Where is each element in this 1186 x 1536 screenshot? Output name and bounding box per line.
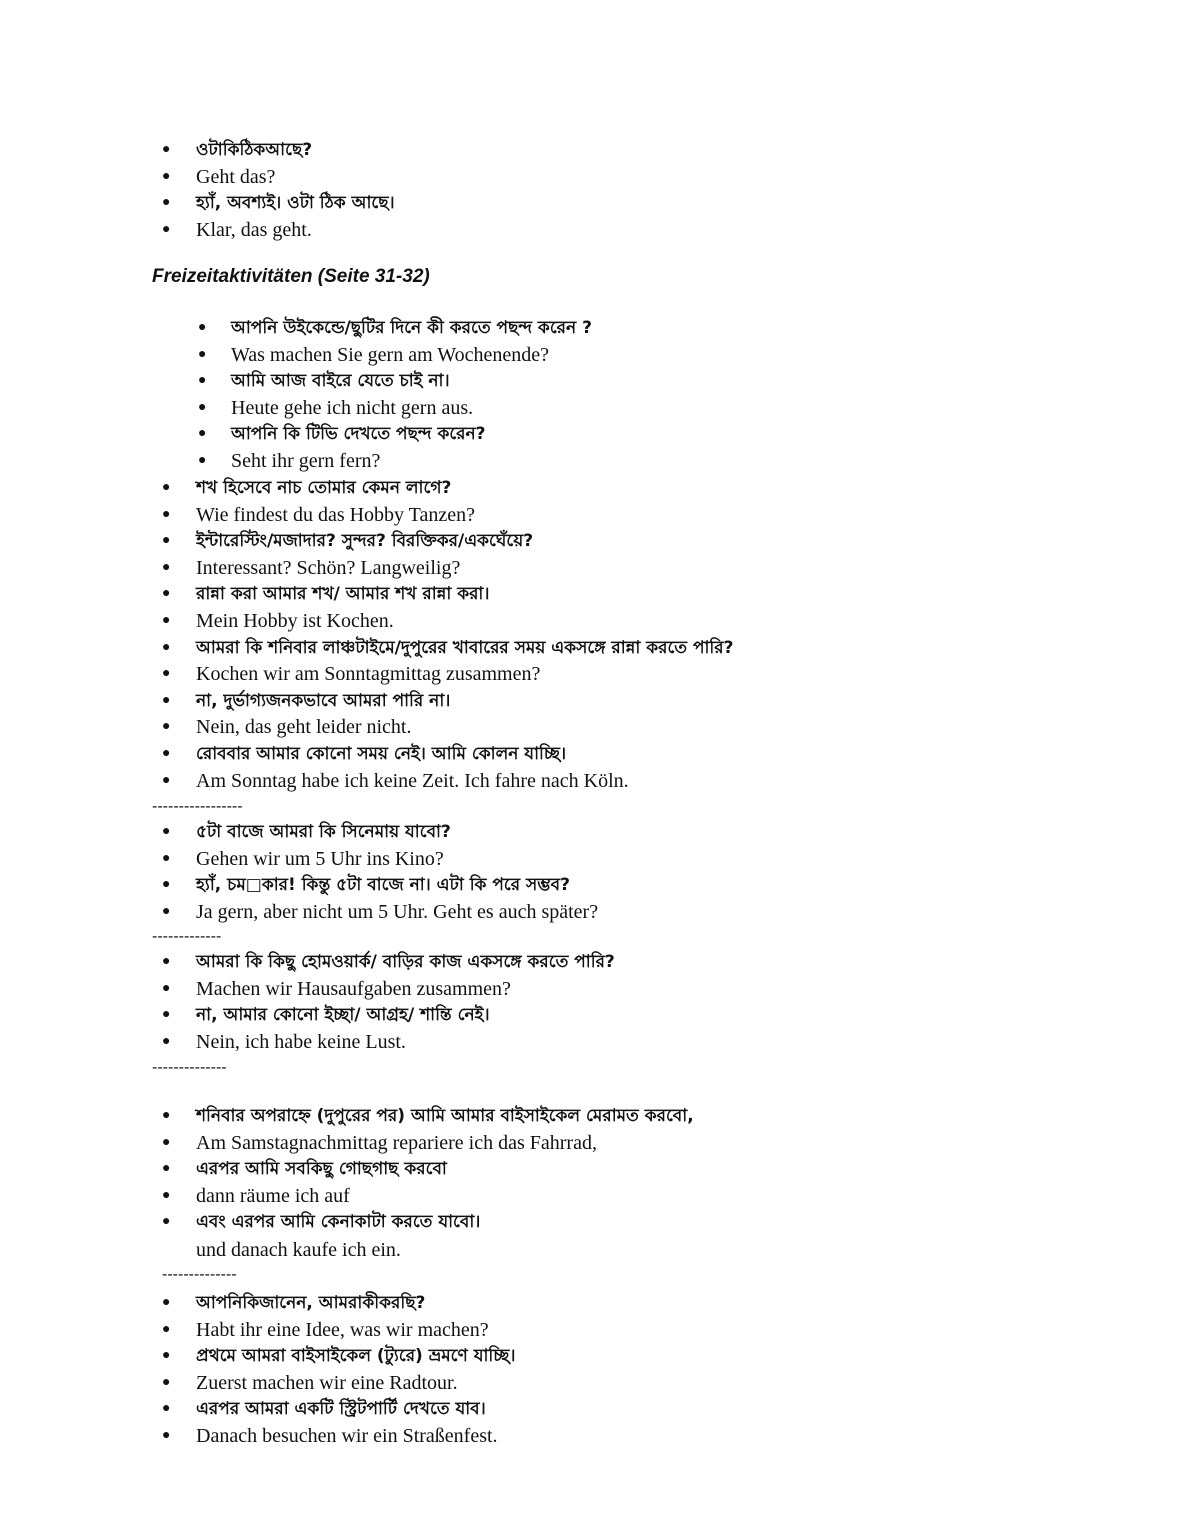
list-item-german: Nein, ich habe keine Lust. [196, 1031, 406, 1053]
list-item-bengali: না, দুর্ভাগ্যজনকভাবে আমরা পারি না। [196, 691, 451, 711]
bullet-icon: ● [162, 222, 171, 237]
list-item-bengali: এরপর আমরা একটি স্ট্রিটপার্টি দেখতে যাব। [196, 1399, 486, 1419]
list-item-bengali: আমি আজ বাইরে যেতে চাই না। [231, 371, 450, 391]
bullet-icon: ● [162, 1214, 171, 1229]
list-item-bengali: হ্যাঁ, চম□কার! কিন্তু ৫টা বাজে না। এটা কি পরে সম্ভব? [196, 875, 571, 895]
list-item-german: Interessant? Schön? Langweilig? [196, 557, 461, 579]
list-item-bengali: শখ হিসেবে নাচ তোমার কেমন লাগে? [196, 478, 452, 498]
list-item-bengali: শনিবার অপরাহ্নে (দুপুরের পর) আমি আমার বাইসাইকেল মেরামত করবো, [196, 1106, 694, 1126]
list-item-bengali: আপনি উইকেন্ডে/ছুটির দিনে কী করতে পছন্দ করেন ? [231, 318, 592, 338]
list-item-text: und danach kaufe ich ein. [196, 1239, 401, 1261]
bullet-icon: ● [162, 824, 171, 839]
list-item-bengali: রোববার আমার কোনো সময় নেই। আমি কোলন যাচ্ছি। [196, 744, 567, 764]
bullet-icon: ● [162, 1401, 171, 1416]
bullet-icon: ● [198, 426, 207, 441]
list-item-bengali: আমরা কি কিছু হোমওয়ার্ক/ বাড়ির কাজ একসঙ্গে করতে পারি? [196, 952, 615, 972]
bullet-icon: ● [162, 640, 171, 655]
bullet-icon: ● [162, 773, 171, 788]
bullet-icon: ● [162, 560, 171, 575]
bullet-icon: ● [162, 1322, 171, 1337]
list-item-bengali: এবং এরপর আমি কেনাকাটা করতে যাবো। [196, 1212, 481, 1232]
bullet-icon: ● [162, 533, 171, 548]
bullet-icon: ● [162, 954, 171, 969]
list-item-bengali: আমরা কি শনিবার লাঞ্চটাইমে/দুপুরের খাবারের সময় একসঙ্গে রান্না করতে পারি? [196, 638, 734, 658]
bullet-icon: ● [162, 1348, 171, 1363]
list-item-german: Geht das? [196, 166, 276, 188]
bullet-icon: ● [162, 746, 171, 761]
list-item-german: Ja gern, aber nicht um 5 Uhr. Geht es auch später? [196, 901, 599, 923]
list-item-german: Machen wir Hausaufgaben zusammen? [196, 978, 511, 1000]
list-item-bengali: ওটাকিঠিকআছে? [196, 140, 313, 160]
bullet-icon: ● [162, 693, 171, 708]
list-item-bengali: ইন্টারেস্টিং/মজাদার? সুন্দর? বিরক্তিকর/একঘেঁয়ে? [196, 531, 534, 551]
bullet-icon: ● [162, 877, 171, 892]
bullet-icon: ● [162, 719, 171, 734]
list-item-bengali: আপনি কি টিভি দেখতে পছন্দ করেন? [231, 424, 486, 444]
separator-3: -------------- [152, 1059, 227, 1076]
bullet-icon: ● [162, 1108, 171, 1123]
bullet-icon: ● [198, 320, 207, 335]
bullet-icon: ● [162, 904, 171, 919]
list-item-german: Was machen Sie gern am Wochenende? [231, 344, 549, 366]
bullet-icon: ● [162, 586, 171, 601]
separator-4: -------------- [162, 1266, 237, 1283]
bullet-icon: ● [162, 851, 171, 866]
bullet-icon: ● [162, 1007, 171, 1022]
bullet-icon: ● [162, 1375, 171, 1390]
list-item-bengali: ৫টা বাজে আমরা কি সিনেমায় যাবো? [196, 822, 451, 842]
list-item-bengali: হ্যাঁ, অবশ্যই। ওটা ঠিক আছে। [196, 193, 395, 213]
bullet-icon: ● [198, 453, 207, 468]
bullet-icon: ● [162, 142, 171, 157]
bullet-icon: ● [162, 195, 171, 210]
list-item-german: Kochen wir am Sonntagmittag zusammen? [196, 663, 541, 685]
bullet-icon: ● [198, 373, 207, 388]
bullet-icon: ● [162, 613, 171, 628]
bullet-icon: ● [162, 480, 171, 495]
list-item-german: Am Samstagnachmittag repariere ich das Fahrrad, [196, 1132, 597, 1154]
bullet-icon: ● [162, 1428, 171, 1443]
list-item-german: Mein Hobby ist Kochen. [196, 610, 394, 632]
list-item-german: Heute gehe ich nicht gern aus. [231, 397, 474, 419]
bullet-icon: ● [198, 400, 207, 415]
bullet-icon: ● [162, 1161, 171, 1176]
list-item-german: dann räume ich auf [196, 1185, 350, 1207]
list-item-german: Wie findest du das Hobby Tanzen? [196, 504, 476, 526]
bullet-icon: ● [162, 666, 171, 681]
list-item-german: Klar, das geht. [196, 219, 312, 241]
bullet-icon: ● [162, 169, 171, 184]
bullet-icon: ● [162, 1295, 171, 1310]
list-item-bengali: রান্না করা আমার শখ/ আমার শখ রান্না করা। [196, 584, 490, 604]
list-item-german: Gehen wir um 5 Uhr ins Kino? [196, 848, 444, 870]
bullet-icon: ● [198, 347, 207, 362]
bullet-icon: ● [162, 1188, 171, 1203]
list-item-german: Nein, das geht leider nicht. [196, 716, 412, 738]
separator-1: ----------------- [152, 798, 243, 815]
bullet-icon: ● [162, 981, 171, 996]
separator-2: ------------- [152, 928, 222, 945]
bullet-icon: ● [162, 507, 171, 522]
bullet-icon: ● [162, 1135, 171, 1150]
list-item-bengali: প্রথমে আমরা বাইসাইকেল (ট্যুরে) ভ্রমণে যাচ্ছি। [196, 1346, 516, 1366]
list-item-german: Habt ihr eine Idee, was wir machen? [196, 1319, 489, 1341]
list-item-german: Zuerst machen wir eine Radtour. [196, 1372, 458, 1394]
list-item-german: Seht ihr gern fern? [231, 450, 381, 472]
list-item-german: Danach besuchen wir ein Straßenfest. [196, 1425, 498, 1447]
section-heading: Freizeitaktivitäten (Seite 31-32) [152, 266, 430, 287]
list-item-bengali: আপনিকিজানেন, আমরাকীকরছি? [196, 1293, 426, 1313]
list-item-bengali: এরপর আমি সবকিছু গোছগাছ করবো [196, 1159, 447, 1179]
list-item-bengali: না, আমার কোনো ইচ্ছা/ আগ্রহ/ শান্তি নেই। [196, 1005, 490, 1025]
bullet-icon: ● [162, 1034, 171, 1049]
list-item-german: Am Sonntag habe ich keine Zeit. Ich fahre nach Köln. [196, 770, 629, 792]
